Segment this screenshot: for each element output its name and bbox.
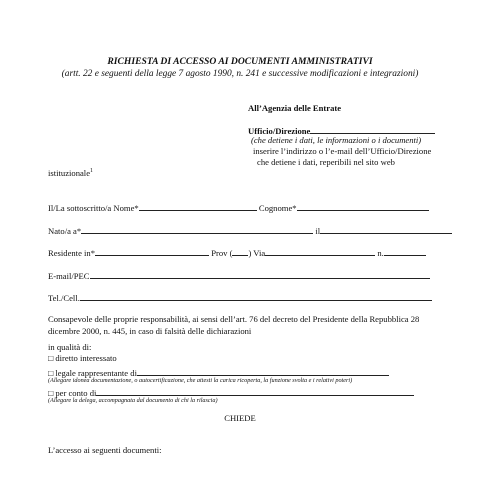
office-note-4 — [48, 168, 93, 178]
number-field[interactable] — [384, 246, 426, 256]
office-note-3: che detiene i dati, reperibili nel sito web — [257, 157, 395, 167]
office-note-4-text: istituzionale — [48, 168, 91, 178]
birthplace-field[interactable] — [81, 224, 313, 234]
birthplace-label: Nato/a a* — [48, 226, 82, 236]
option-legal-label: legale rappresentante di — [55, 368, 137, 378]
street-field[interactable] — [265, 246, 375, 256]
street-label: ) Via — [248, 248, 266, 258]
residence-row — [48, 246, 426, 258]
capacity-label: in qualità di: — [48, 342, 92, 352]
footnote-mark: 1 — [90, 168, 94, 175]
checkbox-legal[interactable]: □ — [48, 368, 54, 378]
office-note-1: (che detiene i dati, le informazioni o i documenti) — [251, 135, 422, 145]
phone-row — [48, 291, 432, 303]
option-behalf-note: (Allegare la delega, accompagnata dal documento di chi la rilascia) — [48, 397, 218, 404]
office-field[interactable] — [310, 124, 435, 134]
surname-label: Cognome* — [258, 203, 297, 213]
province-label-open: Prov ( — [211, 248, 233, 258]
option-direct — [48, 353, 117, 363]
residence-field[interactable] — [95, 246, 209, 256]
province-field[interactable] — [232, 246, 248, 256]
email-row — [48, 269, 430, 281]
residence-label: Residente in* — [48, 248, 96, 258]
checkbox-direct[interactable]: □ — [48, 353, 54, 363]
document-subtitle: (artt. 22 e seguenti della legge 7 agosto 1990, n. 241 e successive modificazioni e integrazioni) — [61, 69, 419, 79]
phone-label: Tel./Cell. — [48, 293, 80, 303]
document-title: RICHIESTA DI ACCESSO AI DOCUMENTI AMMINISTRATIVI — [107, 56, 373, 67]
option-behalf-label: per conto di — [55, 388, 97, 398]
request-heading: CHIEDE — [224, 413, 256, 423]
office-note-2: inserire l’indirizzo o l’e-mail dell’Ufficio/Direzione — [253, 146, 432, 156]
birthdate-field[interactable] — [320, 224, 452, 234]
email-label: E-mail/PEC — [48, 271, 90, 281]
office-label: Ufficio/Direzione — [248, 126, 311, 136]
phone-field[interactable] — [80, 291, 432, 301]
name-field[interactable] — [139, 201, 257, 211]
surname-field[interactable] — [297, 201, 429, 211]
option-direct-label: diretto interessato — [55, 353, 117, 363]
access-text: L’accesso ai seguenti documenti: — [48, 445, 162, 455]
option-legal-note: (Allegare idonea documentazione, o autocertificazione, che attesti la carica ricoperta, la funzione svolta e i relativi poteri) — [48, 377, 353, 384]
birth-row — [48, 224, 452, 236]
checkbox-behalf[interactable]: □ — [48, 388, 54, 398]
name-label: Il/La sottoscritto/a Nome* — [48, 203, 139, 213]
behalf-field[interactable] — [96, 386, 414, 396]
email-field[interactable] — [90, 269, 430, 279]
legal-field[interactable] — [137, 366, 389, 376]
name-row — [48, 201, 429, 213]
recipient-agency: All’Agenzia delle Entrate — [248, 103, 342, 113]
birthdate-label: il — [315, 226, 321, 236]
declaration-text: Consapevole delle proprie responsabilità, ai sensi dell’art. 76 del decreto del Presidente della Repubblica 28 dicembre 2000, n. 445, in caso di falsità delle dichiarazioni — [48, 314, 420, 336]
number-label: n. — [377, 248, 384, 258]
